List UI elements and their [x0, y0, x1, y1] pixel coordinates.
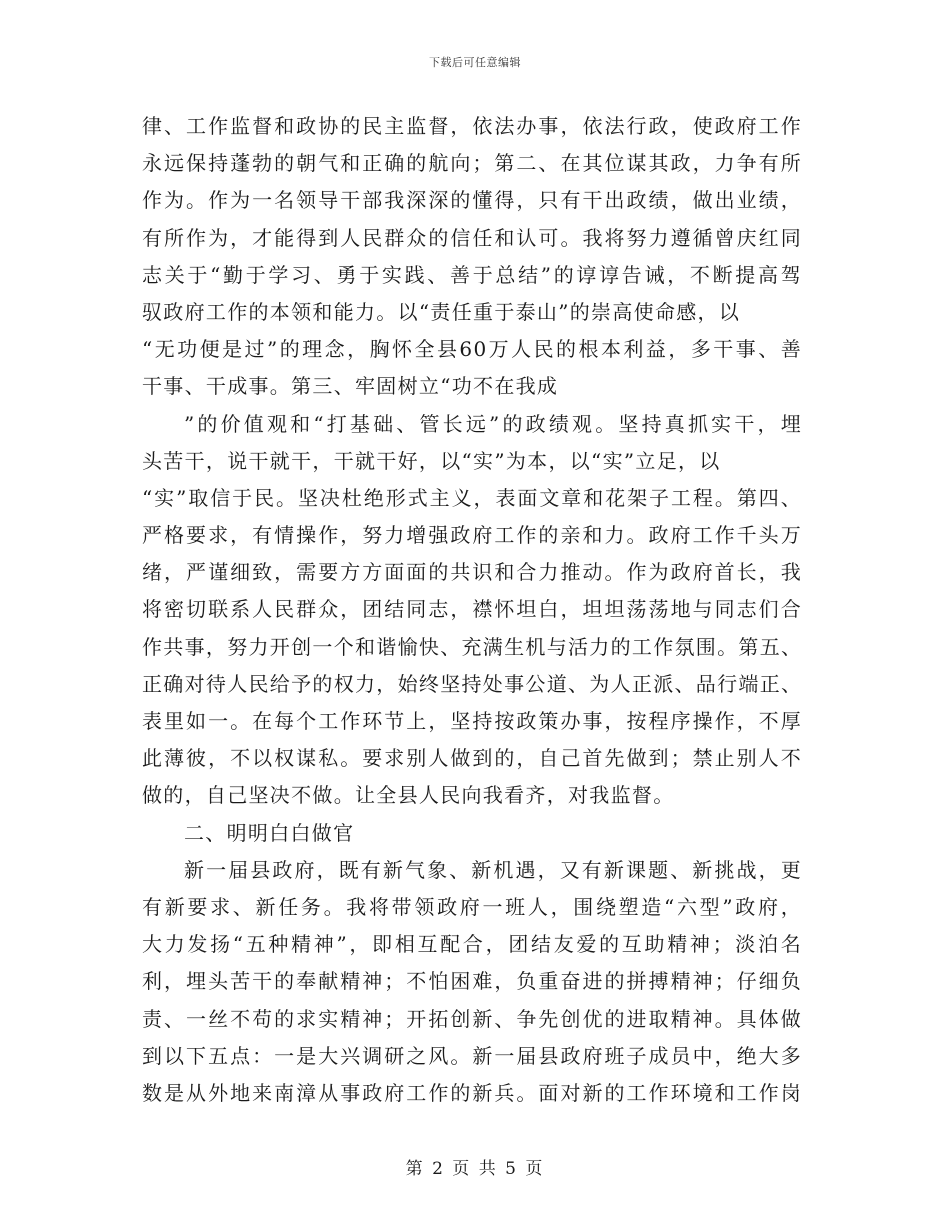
text-line: 数是从外地来南漳从事政府工作的新兵。面对新的工作环境和工作岗	[142, 1080, 802, 1105]
text-line: 永远保持蓬勃的朝气和正确的航向；第二、在其位谋其政，力争有所	[142, 151, 802, 176]
text-line: 表里如一。在每个工作环节上，坚持按政策办事，按程序操作，不厚	[142, 709, 802, 733]
text-line: 律、工作监督和政协的民主监督，依法办事，依法行政，使政府工作	[142, 114, 802, 138]
text-line: 新一届县政府，既有新气象、新机遇，又有新课题、新挑战，更	[184, 857, 802, 882]
text-line: 志关于“勤于学习、勇于实践、善于总结”的谆谆告诫，不断提高驾	[142, 262, 802, 287]
text-line: 做的，自己坚决不做。让全县人民向我看齐，对我监督。	[142, 783, 675, 808]
body-text	[142, 108, 802, 1112]
text-line: 头苦干，说干就干，干就干好，以“实”为本，以“实”立足，以	[142, 448, 721, 473]
page-number: 第 2 页 共 5 页	[405, 1159, 545, 1179]
text-line: 责、一丝不苟的求实精神；开拓创新、争先创优的进取精神。具体做	[142, 1006, 802, 1031]
page-header: 下载后可任意编辑	[429, 56, 521, 69]
text-line: 到以下五点：一是大兴调研之风。新一届县政府班子成员中，绝大多	[142, 1043, 802, 1068]
text-line: 作共事，努力开创一个和谐愉快、充满生机与活力的工作氛围。第五、	[142, 634, 802, 659]
text-line: 严格要求，有情操作，努力增强政府工作的亲和力。政府工作千头万	[142, 523, 802, 548]
text-line: 正确对待人民给予的权力，始终坚持处事公道、为人正派、品行端正、	[142, 671, 802, 696]
text-line: 利，埋头苦干的奉献精神；不怕困难，负重奋进的拼搏精神；仔细负	[142, 969, 802, 994]
text-line: 驭政府工作的本领和能力。以“责任重于泰山”的崇高使命感，以	[142, 299, 741, 324]
text-line: 有新要求、新任务。我将带领政府一班人，围绕塑造“六型”政府，	[142, 894, 802, 919]
text-line: 将密切联系人民群众，团结同志，襟怀坦白，坦坦荡荡地与同志们合	[142, 597, 802, 622]
text-line: 有所作为，才能得到人民群众的信任和认可。我将努力遵循曾庆红同	[142, 225, 802, 250]
text-line: 作为。作为一名领导干部我深深的懂得，只有干出政绩，做出业绩，	[142, 188, 802, 213]
text-line: 绪，严谨细致，需要方方面面的共识和合力推动。作为政府首长，我	[142, 560, 802, 585]
section-heading: 二、明明白白做官	[184, 820, 355, 845]
text-line: 此薄彼，不以权谋私。要求别人做到的，自己首先做到；禁止别人不	[142, 746, 802, 771]
text-line: 干事、干成事。第三、牢固树立“功不在我成	[142, 374, 559, 399]
text-line: “实”取信于民。坚决杜绝形式主义，表面文章和花架子工程。第四、	[142, 485, 802, 510]
text-line: 大力发扬“五种精神”，即相互配合，团结友爱的互助精神；淡泊名	[142, 932, 802, 957]
text-line: “无功便是过”的理念，胸怀全县60万人民的根本利益，多干事、善	[142, 337, 802, 362]
text-line: ”的价值观和“打基础、管长远”的政绩观。坚持真抓实干，埋	[184, 411, 802, 436]
